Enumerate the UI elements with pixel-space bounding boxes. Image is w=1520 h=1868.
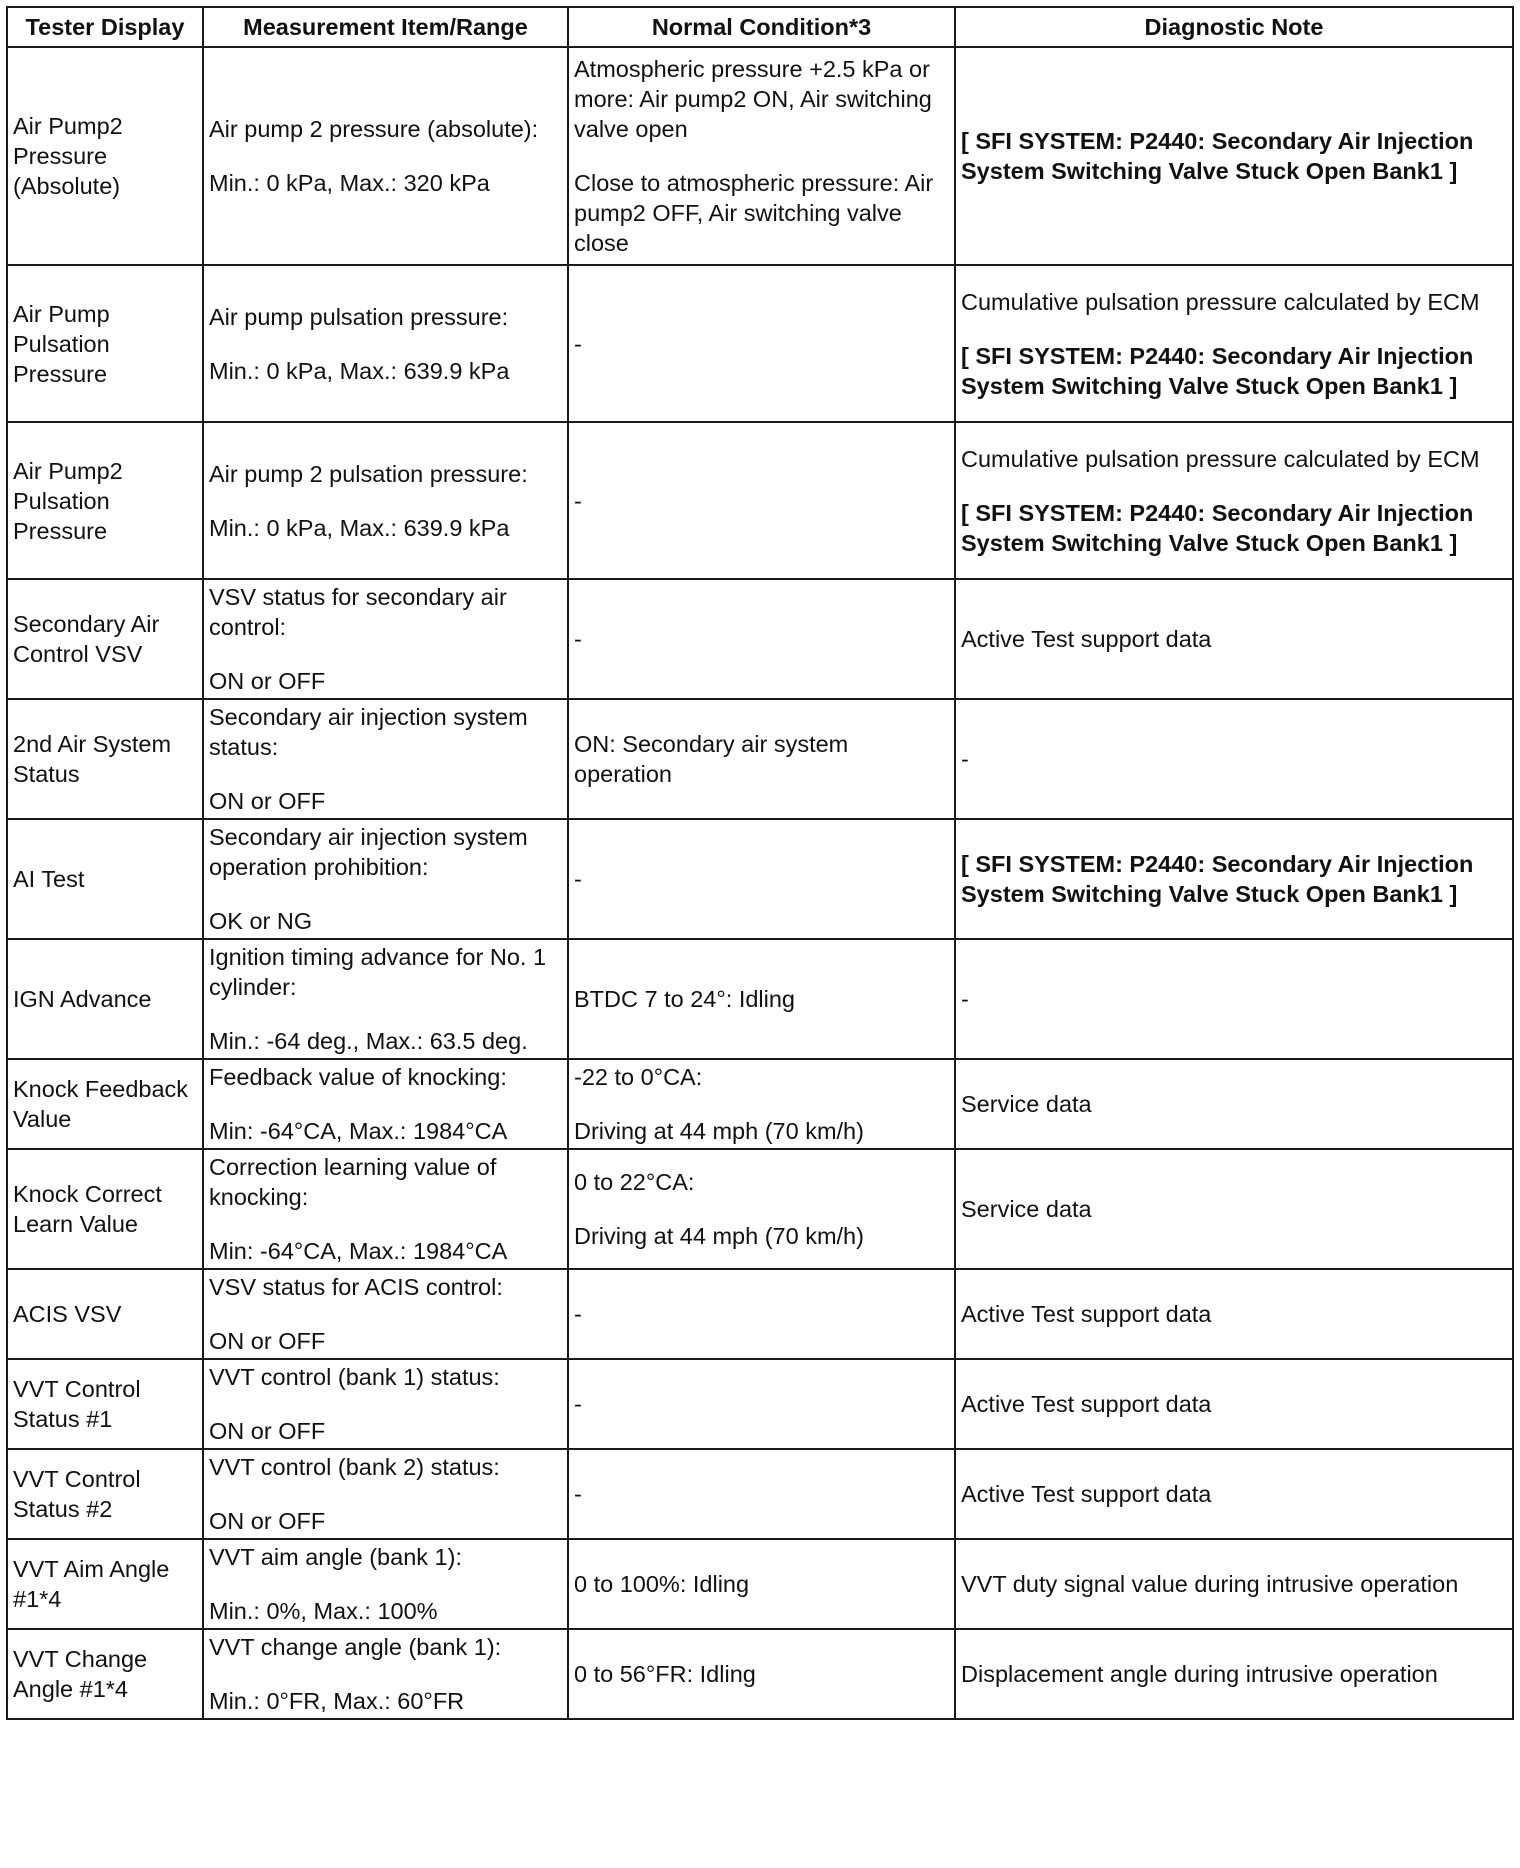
cell-diagnostic-note: [955, 1539, 1513, 1629]
table-row: [7, 579, 1513, 699]
cell-normal-condition: [568, 265, 955, 422]
measurement-item: VSV status for secondary air control:: [209, 584, 507, 640]
measurement-range: OK or NG: [209, 908, 313, 934]
diagnostic-note-text: -: [961, 746, 969, 772]
table-row: [7, 1359, 1513, 1449]
cell-diagnostic-note: [955, 579, 1513, 699]
cell-tester-display: Knock Correct Learn Value: [7, 1149, 203, 1269]
measurement-item: VSV status for ACIS control:: [209, 1274, 503, 1300]
cell-measurement: [203, 1149, 568, 1269]
header-tester-display: Tester Display: [7, 7, 203, 47]
cell-tester-display: VVT Change Angle #1*4: [7, 1629, 203, 1719]
cell-diagnostic-note: [955, 265, 1513, 422]
cell-diagnostic-note: [955, 819, 1513, 939]
normal-condition-line: Driving at 44 mph (70 km/h): [574, 1118, 864, 1144]
cell-measurement: [203, 1359, 568, 1449]
table-row: [7, 1539, 1513, 1629]
cell-normal-condition: [568, 819, 955, 939]
normal-condition-line: -: [574, 1391, 582, 1417]
diagnostic-note-text: VVT duty signal value during intrusive operation: [961, 1571, 1459, 1597]
table-row: [7, 699, 1513, 819]
measurement-range: ON or OFF: [209, 1328, 326, 1354]
measurement-range: Min.: 0%, Max.: 100%: [209, 1598, 438, 1624]
table-row: [7, 939, 1513, 1059]
table-row: [7, 422, 1513, 579]
normal-condition-line: 0 to 100%: Idling: [574, 1571, 750, 1597]
cell-normal-condition: [568, 579, 955, 699]
header-row: [7, 7, 1513, 47]
cell-diagnostic-note: [955, 1629, 1513, 1719]
measurement-range: Min.: 0 kPa, Max.: 639.9 kPa: [209, 357, 510, 384]
diagnostic-note-text: Service data: [961, 1091, 1092, 1117]
cell-normal-condition: [568, 1269, 955, 1359]
diagnostic-note-text: Cumulative pulsation pressure calculated by ECM: [961, 445, 1480, 472]
measurement-item: VVT change angle (bank 1):: [209, 1634, 502, 1660]
table-row: [7, 1059, 1513, 1149]
cell-tester-display: VVT Control Status #1: [7, 1359, 203, 1449]
cell-measurement: [203, 47, 568, 265]
cell-measurement: [203, 579, 568, 699]
measurement-item: Correction learning value of knocking:: [209, 1154, 497, 1210]
normal-condition-line: Close to atmospheric pressure: Air pump2 OFF, Air switching valve close: [574, 170, 934, 256]
cell-measurement: [203, 1449, 568, 1539]
measurement-item: Secondary air injection system operation prohibition:: [209, 824, 528, 880]
cell-diagnostic-note: [955, 1149, 1513, 1269]
measurement-item: Secondary air injection system status:: [209, 704, 528, 760]
header-measurement-item: Measurement Item/Range: [203, 7, 568, 47]
cell-diagnostic-note: [955, 699, 1513, 819]
table-body: [7, 47, 1513, 1719]
header-normal-condition: Normal Condition*3: [568, 7, 955, 47]
cell-normal-condition: [568, 1149, 955, 1269]
cell-diagnostic-note: [955, 47, 1513, 265]
cell-diagnostic-note: [955, 1449, 1513, 1539]
measurement-item: Air pump pulsation pressure:: [209, 303, 509, 330]
cell-tester-display: Knock Feedback Value: [7, 1059, 203, 1149]
cell-measurement: [203, 1539, 568, 1629]
normal-condition-line: -: [574, 626, 582, 652]
measurement-range: Min.: 0 kPa, Max.: 320 kPa: [209, 170, 490, 196]
cell-tester-display: Air Pump Pulsation Pressure: [7, 265, 203, 422]
table-row: [7, 819, 1513, 939]
header-diagnostic-note: Diagnostic Note: [955, 7, 1513, 47]
cell-normal-condition: [568, 422, 955, 579]
measurement-range: ON or OFF: [209, 1418, 326, 1444]
diagnostic-note-text: -: [961, 986, 969, 1012]
diagnostic-link[interactable]: [ SFI SYSTEM: P2440: Secondary Air Injection System Switching Valve Stuck Open Bank1 ]: [961, 851, 1474, 907]
measurement-item: Ignition timing advance for No. 1 cylinder:: [209, 944, 547, 1000]
cell-diagnostic-note: [955, 422, 1513, 579]
measurement-item: VVT aim angle (bank 1):: [209, 1544, 462, 1570]
cell-diagnostic-note: [955, 1059, 1513, 1149]
diagnostic-link[interactable]: [ SFI SYSTEM: P2440: Secondary Air Injection System Switching Valve Stuck Open Bank1 ]: [961, 499, 1474, 556]
diagnostic-note-text: Active Test support data: [961, 1481, 1212, 1507]
normal-condition-line: -22 to 0°CA:: [574, 1064, 703, 1090]
cell-tester-display: Secondary Air Control VSV: [7, 579, 203, 699]
cell-tester-display: VVT Control Status #2: [7, 1449, 203, 1539]
cell-tester-display: AI Test: [7, 819, 203, 939]
cell-tester-display: IGN Advance: [7, 939, 203, 1059]
table-row: [7, 1449, 1513, 1539]
measurement-range: ON or OFF: [209, 1508, 326, 1534]
normal-condition-line: -: [574, 1481, 582, 1507]
measurement-range: ON or OFF: [209, 788, 326, 814]
measurement-range: Min: -64°CA, Max.: 1984°CA: [209, 1238, 508, 1264]
measurement-range: Min.: -64 deg., Max.: 63.5 deg.: [209, 1028, 528, 1054]
measurement-range: Min.: 0 kPa, Max.: 639.9 kPa: [209, 514, 510, 541]
normal-condition-line: -: [574, 330, 582, 357]
cell-normal-condition: [568, 699, 955, 819]
cell-normal-condition: [568, 1359, 955, 1449]
cell-tester-display: VVT Aim Angle #1*4: [7, 1539, 203, 1629]
diagnostic-link[interactable]: [ SFI SYSTEM: P2440: Secondary Air Injection System Switching Valve Stuck Open Bank1 ]: [961, 342, 1474, 399]
normal-condition-line: -: [574, 487, 582, 514]
normal-condition-line: -: [574, 1301, 582, 1327]
normal-condition-line: Driving at 44 mph (70 km/h): [574, 1223, 864, 1249]
diagnostic-note-text: Active Test support data: [961, 1391, 1212, 1417]
table-row: [7, 265, 1513, 422]
normal-condition-line: -: [574, 866, 582, 892]
diagnostic-link[interactable]: [ SFI SYSTEM: P2440: Secondary Air Injection System Switching Valve Stuck Open Bank1 ]: [961, 128, 1474, 184]
table-row: [7, 1269, 1513, 1359]
measurement-item: Feedback value of knocking:: [209, 1064, 507, 1090]
cell-normal-condition: [568, 1059, 955, 1149]
cell-diagnostic-note: [955, 939, 1513, 1059]
cell-measurement: [203, 265, 568, 422]
cell-measurement: [203, 819, 568, 939]
measurement-range: ON or OFF: [209, 668, 326, 694]
cell-diagnostic-note: [955, 1359, 1513, 1449]
cell-tester-display: Air Pump2 Pulsation Pressure: [7, 422, 203, 579]
diagnostic-note-text: Service data: [961, 1196, 1092, 1222]
cell-normal-condition: [568, 1629, 955, 1719]
normal-condition-line: BTDC 7 to 24°: Idling: [574, 986, 796, 1012]
measurement-item: VVT control (bank 2) status:: [209, 1454, 500, 1480]
diagnostic-note-text: Active Test support data: [961, 1301, 1212, 1327]
normal-condition-line: ON: Secondary air system operation: [574, 731, 849, 787]
diagnostic-note-text: Cumulative pulsation pressure calculated by ECM: [961, 288, 1480, 315]
cell-normal-condition: [568, 47, 955, 265]
cell-normal-condition: [568, 1539, 955, 1629]
cell-measurement: [203, 1629, 568, 1719]
measurement-item: Air pump 2 pulsation pressure:: [209, 460, 528, 487]
cell-diagnostic-note: [955, 1269, 1513, 1359]
cell-measurement: [203, 1269, 568, 1359]
cell-tester-display: Air Pump2 Pressure (Absolute): [7, 47, 203, 265]
cell-normal-condition: [568, 1449, 955, 1539]
cell-measurement: [203, 699, 568, 819]
cell-tester-display: ACIS VSV: [7, 1269, 203, 1359]
normal-condition-line: 0 to 56°FR: Idling: [574, 1661, 756, 1687]
normal-condition-line: Atmospheric pressure +2.5 kPa or more: Air pump2 ON, Air switching valve open: [574, 56, 932, 142]
cell-tester-display: 2nd Air System Status: [7, 699, 203, 819]
cell-normal-condition: [568, 939, 955, 1059]
measurement-range: Min.: 0°FR, Max.: 60°FR: [209, 1688, 465, 1714]
normal-condition-line: 0 to 22°CA:: [574, 1169, 695, 1195]
table-row: [7, 47, 1513, 265]
diagnostic-note-text: Active Test support data: [961, 626, 1212, 652]
measurement-item: Air pump 2 pressure (absolute):: [209, 116, 539, 142]
table-row: [7, 1629, 1513, 1719]
data-list-table: [6, 6, 1514, 1720]
table-header: [7, 7, 1513, 47]
measurement-range: Min: -64°CA, Max.: 1984°CA: [209, 1118, 508, 1144]
cell-measurement: [203, 939, 568, 1059]
diagnostic-note-text: Displacement angle during intrusive operation: [961, 1661, 1438, 1687]
table-row: [7, 1149, 1513, 1269]
cell-measurement: [203, 422, 568, 579]
cell-measurement: [203, 1059, 568, 1149]
measurement-item: VVT control (bank 1) status:: [209, 1364, 500, 1390]
